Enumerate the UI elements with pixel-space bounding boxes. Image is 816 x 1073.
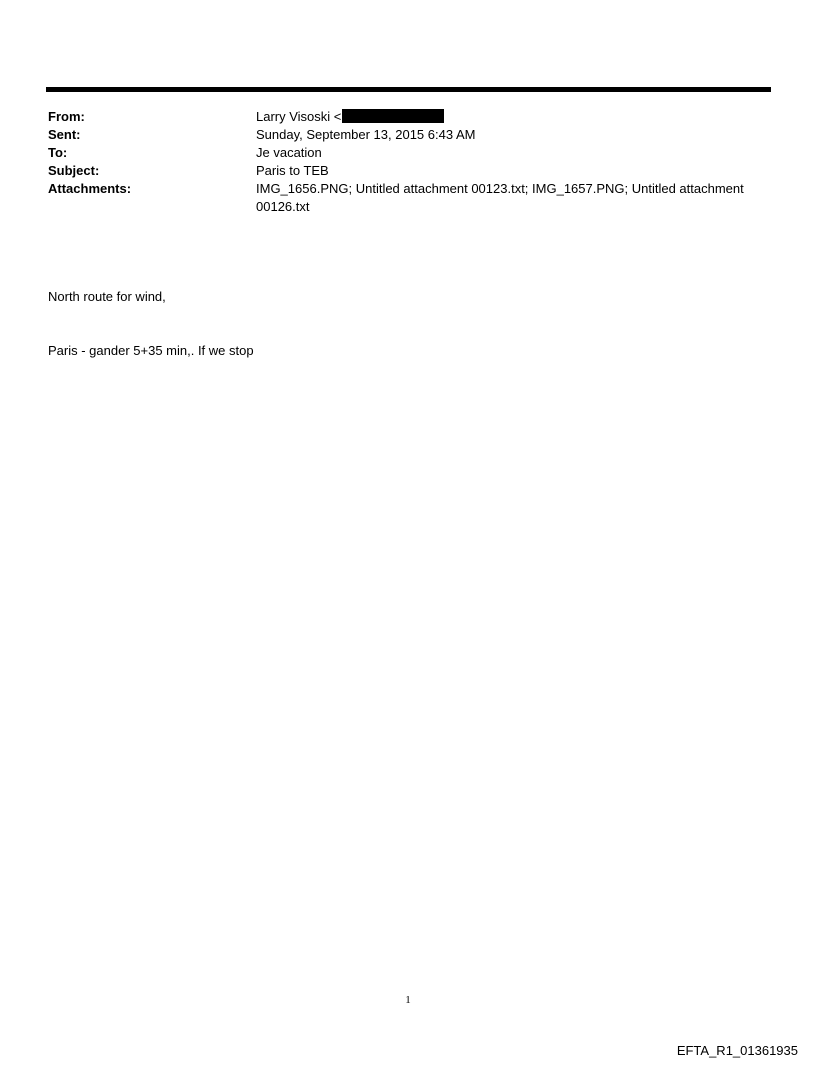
to-value: Je vacation [256, 145, 322, 160]
to-label: To: [48, 145, 68, 160]
attachments-label: Attachments: [48, 181, 132, 196]
attachments-value: IMG_1656.PNG; Untitled attachment 00123.txt; IMG_1657.PNG; Untitled attachment 00126.txt [256, 181, 748, 214]
body-line: Paris - gander 5+35 min,. If we stop [48, 343, 254, 358]
attachments-row [48, 180, 768, 216]
sent-row [48, 126, 768, 144]
sent-label: Sent: [48, 127, 81, 142]
subject-label: Subject: [48, 163, 100, 178]
from-value [256, 108, 768, 126]
email-header [48, 108, 768, 216]
redaction-box [342, 109, 444, 123]
from-row [48, 108, 768, 126]
sent-value: Sunday, September 13, 2015 6:43 AM [256, 127, 476, 142]
to-row [48, 144, 768, 162]
email-body [48, 252, 254, 378]
document-id: EFTA_R1_01361935 [676, 1043, 798, 1058]
body-line: North route for wind, [48, 289, 166, 304]
from-label: From: [48, 109, 85, 124]
sender-name: Larry Visoski < [256, 109, 342, 124]
subject-value: Paris to TEB [256, 163, 329, 178]
subject-row [48, 162, 768, 180]
page-number: 1 [405, 994, 411, 1006]
header-divider [46, 87, 771, 92]
